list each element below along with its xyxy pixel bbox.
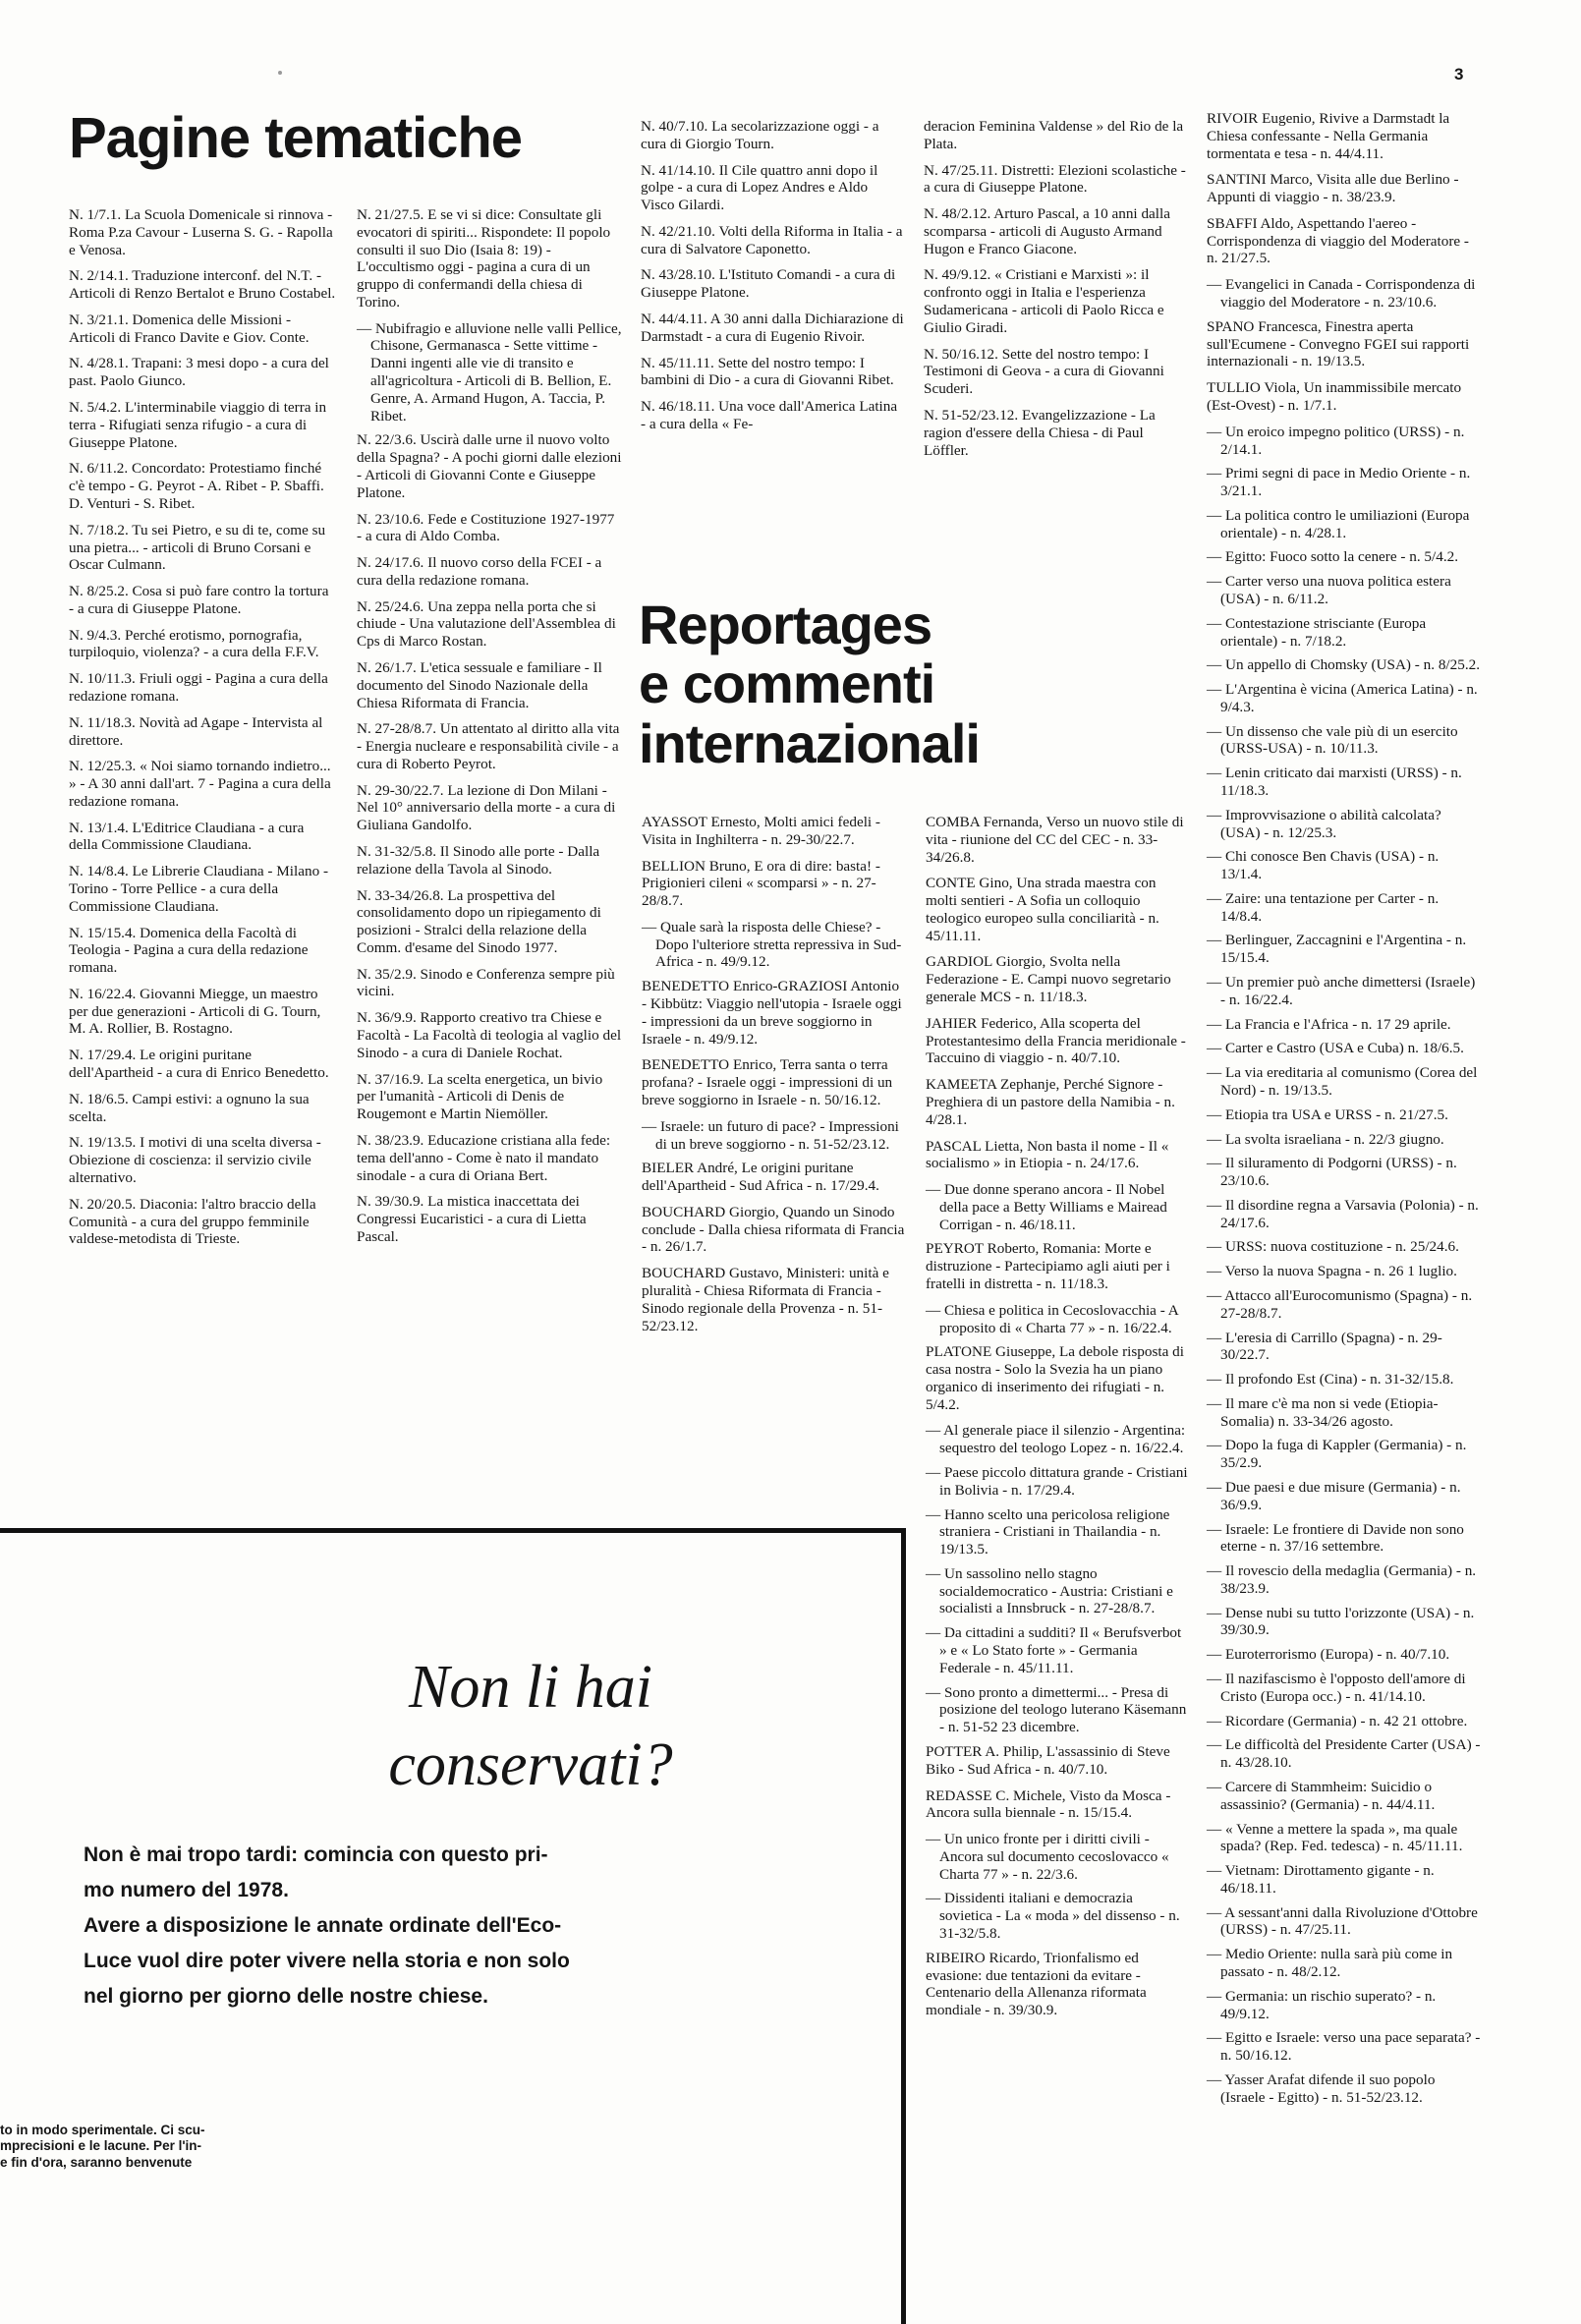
index-entry: BELLION Bruno, E ora di dire: basta! - Prigionieri cileni « scomparsi » - n. 27-28/8.7. — [642, 857, 880, 910]
index-entry: N. 38/23.9. Educazione cristiana alla fede: tema dell'anno - Come è nato il mandato sinodale - a cura di Oriana Bert. — [357, 1131, 611, 1184]
reportage-column-b — [926, 814, 1189, 2028]
index-entry: N. 33-34/26.8. La prospettiva del consolidamento dopo un ripiegamento di posizioni - Stralci della relazione della Comm. d'esame del Sinodo 1977. — [357, 886, 601, 956]
index-entry: SPANO Francesca, Finestra aperta sull'Ecumene - Convegno FGEI sui rapporti internazionali - n. 19/13.5. — [1207, 317, 1470, 370]
index-entry: REDASSE C. Michele, Visto da Mosca - Ancora sulla biennale - n. 15/15.4. — [926, 1786, 1171, 1822]
index-entry: N. 20/20.5. Diaconia: l'altro braccio della Comunità - a cura del gruppo femminile valdese-metodista di Trieste. — [69, 1195, 316, 1248]
index-entry: N. 11/18.3. Novità ad Agape - Intervista al direttore. — [69, 713, 323, 749]
index-entry: N. 35/2.9. Sinodo e Conferenza sempre più vicini. — [357, 965, 615, 1000]
index-entry: — La Francia e l'Africa - n. 17 29 aprile. — [1207, 1015, 1451, 1033]
index-entry: N. 7/18.2. Tu sei Pietro, e su di te, come su una pietra... - articoli di Bruno Corsani e Oscar Culmann. — [69, 521, 326, 574]
index-entry: BENEDETTO Enrico, Terra santa o terra profana? - Israele oggi - impressioni di un breve soggiorno in Israele - n. 50/16.12. — [642, 1056, 893, 1108]
index-entry: N. 9/4.3. Perché erotismo, pornografia, turpiloquio, violenza? - a cura della F.F.V. — [69, 626, 319, 661]
index-entry: N. 41/14.10. Il Cile quattro anni dopo il golpe - a cura di Lopez Andres e Aldo Visco Gilardi. — [641, 161, 878, 214]
index-entry: N. 5/4.2. L'interminabile viaggio di terra in terra - Rifugiati senza rifugio - a cura di Giuseppe Platone. — [69, 399, 327, 451]
index-entry: — Euroterrorismo (Europa) - n. 40/7.10. — [1207, 1646, 1450, 1664]
index-entry: KAMEETA Zephanje, Perché Signore - Preghiera di un pastore della Namibia - n. 4/28.1. — [926, 1076, 1175, 1128]
index-entry: AYASSOT Ernesto, Molti amici fedeli - Visita in Inghilterra - n. 29-30/22.7. — [642, 814, 880, 848]
index-entry: N. 47/25.11. Distretti: Elezioni scolastiche - a cura di Giuseppe Platone. — [924, 161, 1186, 197]
index-entry: PASCAL Lietta, Non basta il nome - Il « socialismo » in Etiopia - n. 24/17.6. — [926, 1137, 1169, 1172]
page-number: 3 — [1454, 65, 1464, 84]
index-entry: N. 26/1.7. L'etica sessuale e familiare - Il documento del Sinodo Nazionale della Chiesa Riformata di Francia. — [357, 658, 602, 711]
index-entry: N. 24/17.6. Il nuovo corso della FCEI - a cura della redazione romana. — [357, 554, 602, 589]
promo-title — [295, 1656, 766, 1797]
index-entry: — Egitto e Israele: verso una pace separata? - n. 50/16.12. — [1207, 2029, 1481, 2065]
index-entry: BIELER André, Le origini puritane dell'Apartheid - Sud Africa - n. 17/29.4. — [642, 1160, 879, 1195]
reportage-column-a — [642, 814, 907, 1343]
index-entry: N. 45/11.11. Sette del nostro tempo: I bambini di Dio - a cura di Giovanni Ribet. — [641, 354, 894, 389]
index-entry: — Yasser Arafat difende il suo popolo (Israele - Egitto) - n. 51-52/23.12. — [1207, 2070, 1436, 2106]
editorial-note — [0, 2123, 285, 2171]
section-title-line: Reportages — [639, 594, 932, 655]
index-entry: — Medio Oriente: nulla sarà più come in passato - n. 48/2.12. — [1207, 1946, 1453, 1980]
index-entry: N. 37/16.9. La scelta energetica, un bivio per l'umanità - Articoli di Denis de Rougemont e Martin Niemöller. — [357, 1070, 603, 1123]
index-entry: N. 1/7.1. La Scuola Domenicale si rinnova - Roma P.za Cavour - Luserna S. G. - Rapolla e Venosa. — [69, 206, 333, 258]
index-entry: — Un unico fronte per i diritti civili - Ancora sul documento cecoslovacco « Charta 77 » - n. 22/3.6. — [926, 1831, 1169, 1883]
index-entry: BOUCHARD Gustavo, Ministeri: unità e pluralità - Chiesa Riformata di Francia - Sinodo regionale della Provenza - n. 51-52/23.12. — [642, 1265, 889, 1334]
index-entry: — Carter verso una nuova politica estera (USA) - n. 6/11.2. — [1207, 573, 1451, 607]
index-entry: RIVOIR Eugenio, Rivive a Darmstadt la Chiesa confessante - Nella Germania tormentata e tesa - n. 44/4.11. — [1207, 110, 1450, 162]
section-title-line: e commenti — [639, 652, 935, 715]
index-entry: JAHIER Federico, Alla scoperta del Protestantesimo della Francia meridionale - Taccuino di viaggio - n. 40/7.10. — [926, 1014, 1186, 1067]
index-entry: POTTER A. Philip, L'assassinio di Steve Biko - Sud Africa - n. 40/7.10. — [926, 1742, 1170, 1778]
promo-text-line: nel giorno per giorno delle nostre chiese. — [84, 1985, 488, 2009]
index-entry: SBAFFI Aldo, Aspettando l'aereo - Corrispondenza di viaggio del Moderatore - n. 21/27.5. — [1207, 214, 1469, 267]
index-entry: N. 42/21.10. Volti della Riforma in Italia - a cura di Salvatore Caponetto. — [641, 222, 903, 257]
index-entry: N. 18/6.5. Campi estivi: a ognuno la sua scelta. — [69, 1090, 310, 1125]
index-column-1 — [69, 206, 336, 1257]
index-entry: — Sono pronto a dimettermi... - Presa di posizione del teologo luterano Käsemann - n. 51-52 23 dicembre. — [926, 1683, 1187, 1736]
index-entry: N. 17/29.4. Le origini puritane dell'Apartheid - a cura di Enrico Benedetto. — [69, 1047, 329, 1082]
index-entry: N. 10/11.3. Friuli oggi - Pagina a cura della redazione romana. — [69, 670, 328, 705]
index-entry: — Il nazifascismo è l'opposto dell'amore di Cristo (Europa occ.) - n. 41/14.10. — [1207, 1671, 1466, 1705]
index-entry: — Due paesi e due misure (Germania) - n. 36/9.9. — [1207, 1479, 1461, 1513]
index-entry: — Dopo la fuga di Kappler (Germania) - n. 35/2.9. — [1207, 1437, 1467, 1472]
note-line: e fin d'ora, saranno benvenute — [0, 2154, 193, 2170]
index-entry: N. 15/15.4. Domenica della Facoltà di Teologia - Pagina a cura della redazione romana. — [69, 924, 309, 977]
index-entry: — Israele: Le frontiere di Davide non sono eterne - n. 37/16 settembre. — [1207, 1520, 1464, 1556]
promo-title-line: conservati? — [388, 1731, 673, 1799]
index-entry: — Un appello di Chomsky (USA) - n. 8/25.2. — [1207, 656, 1481, 674]
index-entry: — Etiopia tra USA e URSS - n. 21/27.5. — [1207, 1105, 1448, 1123]
index-entry: N. 44/4.11. A 30 anni dalla Dichiarazione di Darmstadt - a cura di Eugenio Rivoir. — [641, 311, 904, 345]
index-entry: SANTINI Marco, Visita alle due Berlino - Appunti di viaggio - n. 38/23.9. — [1207, 171, 1459, 206]
index-entry: deracion Feminina Valdense » del Rio de la Plata. — [924, 118, 1184, 152]
index-entry: — Berlinguer, Zaccagnini e l'Argentina - n. 15/15.4. — [1207, 932, 1467, 967]
index-entry: BENEDETTO Enrico-GRAZIOSI Antonio - Kibbütz: Viaggio nell'utopia - Israele oggi - impressioni da un breve soggiorno in Israele - n. 49/9.12. — [642, 978, 902, 1048]
index-entry: — Primi segni di pace in Medio Oriente - n. 3/21.1. — [1207, 465, 1471, 500]
index-entry: — Il rovescio della medaglia (Germania) - n. 38/23.9. — [1207, 1562, 1477, 1597]
index-entry: N. 43/28.10. L'Istituto Comandi - a cura di Giuseppe Platone. — [641, 266, 896, 302]
index-entry: — Vietnam: Dirottamento gigante - n. 46/18.11. — [1207, 1862, 1435, 1897]
index-entry: TULLIO Viola, Un inammissibile mercato (Est-Ovest) - n. 1/7.1. — [1207, 379, 1462, 414]
index-entry: N. 19/13.5. I motivi di una scelta diversa - Obiezione di coscienza: il servizio civile alternativo. — [69, 1134, 321, 1186]
index-entry: N. 29-30/22.7. La lezione di Don Milani - Nel 10° anniversario della morte - a cura di Giuliana Gandolfo. — [357, 781, 616, 834]
index-entry: — Un eroico impegno politico (URSS) - n. 2/14.1. — [1207, 423, 1465, 458]
index-entry: N. 40/7.10. La secolarizzazione oggi - a cura di Giorgio Tourn. — [641, 118, 879, 152]
index-column-2 — [357, 206, 622, 1255]
index-entry: N. 3/21.1. Domenica delle Missioni - Articoli di Franco Davite e Giov. Conte. — [69, 311, 310, 346]
index-entry: N. 49/9.12. « Cristiani e Marxisti »: il confronto oggi in Italia e l'esperienza Sudamericana - articoli di Paolo Ricca e Giulio Giradi. — [924, 266, 1164, 336]
index-entry: N. 51-52/23.12. Evangelizzazione - La ragion d'essere della Chiesa - di Paul Löffler. — [924, 406, 1156, 459]
index-entry: — Lenin criticato dai marxisti (URSS) - n. 11/18.3. — [1207, 765, 1462, 799]
index-entry: — Nubifragio e alluvione nelle valli Pellice, Chisone, Germanasca - Sette vittime - Danni ingenti alle vie di transito e all'agricoltura - Articoli di B. Bellion, E. Genre, A. Armand Hugon, A. Taccia, P. Ribet. — [357, 319, 622, 425]
index-entry: — Paese piccolo dittatura grande - Cristiani in Bolivia - n. 17/29.4. — [926, 1464, 1188, 1499]
index-entry: — Chi conosce Ben Chavis (USA) - n. 13/1.4. — [1207, 848, 1440, 883]
index-entry: — Contestazione strisciante (Europa orientale) - n. 7/18.2. — [1207, 614, 1427, 650]
index-entry: — Il siluramento di Podgorni (URSS) - n. 23/10.6. — [1207, 1155, 1457, 1190]
index-entry: — Improvvisazione o abilità calcolata? (USA) - n. 12/25.3. — [1207, 806, 1441, 841]
promo-title-line: Non li hai — [408, 1654, 653, 1721]
index-entry: — Chiesa e politica in Cecoslovacchia - A proposito di « Charta 77 » - n. 16/22.4. — [926, 1301, 1178, 1336]
index-entry: RIBEIRO Ricardo, Trionfalismo ed evasione: due tentazioni da evitare - Centenario della Allenanza riformata mondiale - n. 39/30.9. — [926, 1949, 1147, 2019]
section-title-reportages — [639, 595, 980, 773]
index-entry: N. 2/14.1. Traduzione interconf. del N.T. - Articoli di Renzo Bertalot e Bruno Costabel. — [69, 267, 336, 303]
index-entry: N. 12/25.3. « Noi siamo tornando indietro... » - A 30 anni dall'art. 7 - Pagina a cura della redazione romana. — [69, 758, 331, 810]
index-entry: N. 16/22.4. Giovanni Miegge, un maestro per due generazioni - Articoli di G. Tourn, M. A. Rollier, B. Rostagno. — [69, 985, 321, 1038]
index-entry: N. 22/3.6. Uscirà dalle urne il nuovo volto della Spagna? - A pochi giorni dalle elezioni - Articoli di Giovanni Conte e Giuseppe Platone. — [357, 431, 622, 501]
index-entry: — Israele: un futuro di pace? - Impressioni di un breve soggiorno - n. 51-52/23.12. — [642, 1117, 899, 1153]
promo-text-line: Avere a disposizione le annate ordinate dell'Eco- — [84, 1914, 562, 1938]
section-title-line: internazionali — [639, 711, 980, 774]
index-entry: — Attacco all'Eurocomunismo (Spagna) - n. 27-28/8.7. — [1207, 1286, 1473, 1322]
note-line: mprecisioni e le lacune. Per l'in- — [0, 2138, 202, 2154]
index-column-3 — [641, 118, 904, 442]
index-entry: — Ricordare (Germania) - n. 42 21 ottobre. — [1207, 1712, 1468, 1729]
index-entry: — « Venne a mettere la spada », ma quale spada? (Rep. Fed. tedesca) - n. 45/11.11. — [1207, 1820, 1463, 1855]
index-entry: — Dissidenti italiani e democrazia sovietica - La « moda » del dissenso - n. 31-32/5.8. — [926, 1890, 1180, 1942]
index-entry: N. 36/9.9. Rapporto creativo tra Chiese e Facoltà - La Facoltà di teologia al vaglio del Sinodo - a cura di Daniele Rochat. — [357, 1009, 622, 1061]
index-entry: — Verso la nuova Spagna - n. 26 1 luglio. — [1207, 1263, 1457, 1280]
index-entry: — Zaire: una tentazione per Carter - n. 14/8.4. — [1207, 889, 1440, 925]
index-entry: — Al generale piace il silenzio - Argentina: sequestro del teologo Lopez - n. 16/22.4. — [926, 1422, 1186, 1457]
print-speck — [278, 71, 282, 75]
index-entry: N. 48/2.12. Arturo Pascal, a 10 anni dalla scomparsa - articoli di Augusto Armand Hugon e Franco Giacone. — [924, 205, 1170, 257]
index-entry: N. 25/24.6. Una zeppa nella porta che si chiude - Una valutazione dell'Assemblea di Cps di Marco Rostan. — [357, 597, 616, 651]
promo-text-line: Non è mai tropo tardi: comincia con questo pri- — [84, 1843, 548, 1866]
promo-text-line: mo numero del 1978. — [84, 1879, 289, 1902]
index-entry: BOUCHARD Giorgio, Quando un Sinodo conclude - Dalla chiesa riformata di Francia - n. 26/1.7. — [642, 1203, 905, 1256]
index-entry: — L'Argentina è vicina (America Latina) - n. 9/4.3. — [1207, 681, 1478, 715]
index-entry: — Germania: un rischio superato? - n. 49/9.12. — [1207, 1987, 1437, 2022]
index-entry: — Egitto: Fuoco sotto la cenere - n. 5/4.2. — [1207, 548, 1459, 566]
index-entry: N. 50/16.12. Sette del nostro tempo: I Testimoni di Geova - a cura di Giovanni Scuderi. — [924, 345, 1164, 398]
index-entry: — La via ereditaria al comunismo (Corea del Nord) - n. 19/13.5. — [1207, 1064, 1478, 1099]
index-entry: — Due donne sperano ancora - Il Nobel della pace a Betty Williams e Mairead Corrigan - n. 46/18.11. — [926, 1181, 1167, 1233]
section-title-pagine-tematiche: Pagine tematiche — [69, 106, 523, 170]
index-entry: — Un sassolino nello stagno socialdemocratico - Austria: Cristiani e socialisti a Innsbruck - n. 27-28/8.7. — [926, 1564, 1173, 1617]
index-entry: — Carcere di Stammheim: Suicidio o assassinio? (Germania) - n. 44/4.11. — [1207, 1778, 1436, 1813]
index-entry: — Il disordine regna a Varsavia (Polonia) - n. 24/17.6. — [1207, 1196, 1479, 1231]
note-line: to in modo sperimentale. Ci scu- — [0, 2123, 205, 2137]
index-column-4 — [924, 118, 1187, 468]
index-entry: — Quale sarà la risposta delle Chiese? - Dopo l'ulteriore stretta repressiva in Sud-Africa - n. 49/9.12. — [642, 918, 902, 971]
index-entry: — Dense nubi su tutto l'orizzonte (USA) - n. 39/30.9. — [1207, 1604, 1475, 1639]
promo-text — [84, 1838, 771, 2015]
index-entry: N. 39/30.9. La mistica inaccettata dei Congressi Eucaristici - a cura di Lietta Pascal. — [357, 1193, 587, 1245]
promo-text-line: Luce vuol dire poter vivere nella storia e non solo — [84, 1950, 570, 1973]
index-entry: N. 23/10.6. Fede e Costituzione 1927-1977 - a cura di Aldo Comba. — [357, 510, 615, 545]
index-entry: — Carter e Castro (USA e Cuba) n. 18/6.5. — [1207, 1040, 1464, 1057]
index-entry: — Da cittadini a sudditi? Il « Berufsverbot » e « Lo Stato forte » - Germania Federale - n. 45/11.11. — [926, 1624, 1182, 1676]
index-entry: — La politica contro le umiliazioni (Europa orientale) - n. 4/28.1. — [1207, 506, 1470, 541]
index-entry: — Un dissenso che vale più di un esercito (URSS-USA) - n. 10/11.3. — [1207, 722, 1458, 758]
index-entry: N. 31-32/5.8. Il Sinodo alle porte - Dalla relazione della Tavola al Sinodo. — [357, 843, 600, 878]
index-entry: N. 13/1.4. L'Editrice Claudiana - a cura della Commissione Claudiana. — [69, 819, 305, 854]
index-entry: PLATONE Giuseppe, La debole risposta di casa nostra - Solo la Svezia ha un piano organico di inserimento dei rifugiati - n. 5/4.2. — [926, 1343, 1184, 1413]
index-entry: — Il mare c'è ma non si vede (Etiopia-Somalia) n. 33-34/26 agosto. — [1207, 1394, 1439, 1430]
index-entry: — L'eresia di Carrillo (Spagna) - n. 29-30/22.7. — [1207, 1329, 1442, 1364]
index-entry: — A sessant'anni dalla Rivoluzione d'Ottobre (URSS) - n. 47/25.11. — [1207, 1903, 1478, 1939]
index-entry: CONTE Gino, Una strada maestra con molti sentieri - A Sofia un colloquio teologico europeo sulla conciliarità - n. 45/11.11. — [926, 875, 1159, 944]
index-entry: — Il profondo Est (Cina) - n. 31-32/15.8. — [1207, 1371, 1454, 1389]
reportage-column-c — [1207, 110, 1482, 2113]
index-entry: N. 8/25.2. Cosa si può fare contro la tortura - a cura di Giuseppe Platone. — [69, 583, 329, 617]
index-entry: — Evangelici in Canada - Corrispondenza di viaggio del Moderatore - n. 23/10.6. — [1207, 276, 1476, 312]
index-entry: — URSS: nuova costituzione - n. 25/24.6. — [1207, 1238, 1459, 1256]
index-entry: N. 21/27.5. E se vi si dice: Consultate gli evocatori di spiriti... Rispondete: Il popolo consulti il suo Dio (Isaia 8: 19) - L'occultismo oggi - pagina a cura di un gruppo di confermandi della chiesa di Torino. — [357, 206, 611, 311]
index-entry: — Un premier può anche dimettersi (Israele) - n. 16/22.4. — [1207, 974, 1476, 1008]
index-entry: COMBA Fernanda, Verso un nuovo stile di vita - riunione del CC del CEC - n. 33-34/26.8. — [926, 814, 1184, 866]
index-entry: N. 14/8.4. Le Librerie Claudiana - Milano - Torino - Torre Pellice - a cura della Commissione Claudiana. — [69, 863, 329, 915]
index-entry: N. 46/18.11. Una voce dall'America Latina - a cura della « Fe- — [641, 398, 898, 432]
index-entry: N. 4/28.1. Trapani: 3 mesi dopo - a cura del past. Paolo Giunco. — [69, 355, 329, 390]
index-entry: N. 27-28/8.7. Un attentato al diritto alla vita - Energia nucleare e responsabilità civile - a cura di Roberto Peyrot. — [357, 720, 620, 772]
index-entry: — La svolta israeliana - n. 22/3 giugno. — [1207, 1130, 1444, 1148]
index-entry: — Hanno scelto una pericolosa religione straniera - Cristiani in Thailandia - n. 19/13.5. — [926, 1505, 1170, 1559]
index-entry: PEYROT Roberto, Romania: Morte e distruzione - Partecipiamo agli aiuti per i fratelli in distretta - n. 11/18.3. — [926, 1240, 1170, 1292]
promo-box-top-border — [0, 1528, 906, 1533]
promo-box-right-border — [901, 1528, 906, 2324]
index-entry: GARDIOL Giorgio, Svolta nella Federazione - E. Campi nuovo segretario generale MCS - n. 11/18.3. — [926, 953, 1171, 1006]
index-entry: N. 6/11.2. Concordato: Protestiamo finché c'è tempo - G. Peyrot - A. Ribet - P. Sbaffi. D. Venturi - S. Ribet. — [69, 460, 324, 512]
index-entry: — Le difficoltà del Presidente Carter (USA) - n. 43/28.10. — [1207, 1736, 1481, 1772]
